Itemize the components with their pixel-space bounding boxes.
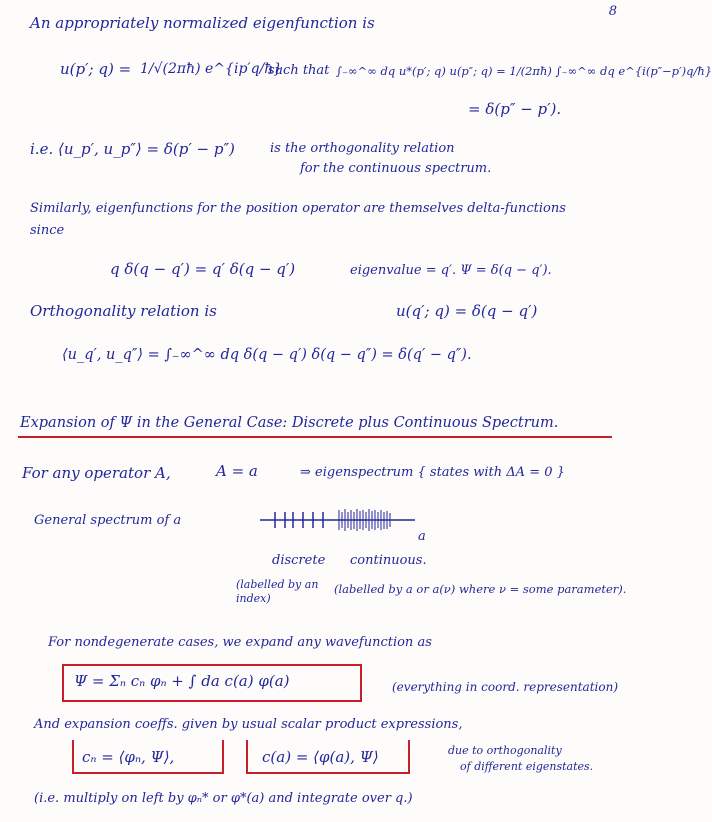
multiply-note: (i.e. multiply on left by φₙ* or φ*(a) and integrate over q.) bbox=[34, 791, 413, 806]
spectrum-axis-label: a bbox=[418, 529, 426, 544]
heading-underline bbox=[18, 436, 612, 438]
orthogonality-momentum: i.e. ⟨u_p′, u_p″⟩ = δ(p′ − p″) bbox=[30, 140, 235, 158]
expansion-note: (everything in coord. representation) bbox=[392, 680, 619, 694]
orthogonality-label: Orthogonality relation is bbox=[30, 302, 217, 320]
wavefunction-expansion: Ψ = Σₙ cₙ φₙ + ∫ da c(a) φ(a) bbox=[74, 672, 290, 690]
page-number: 8 bbox=[608, 4, 617, 19]
continuous-coefficient: c(a) = ⟨φ(a), Ψ⟩ bbox=[262, 748, 379, 766]
section-heading: Expansion of Ψ in the General Case: Discrete plus Continuous Spectrum. bbox=[20, 415, 559, 431]
position-eigen-equation: q δ(q − q′) = q′ δ(q − q′) bbox=[110, 260, 296, 278]
general-spectrum-label: General spectrum of a bbox=[34, 513, 182, 528]
continuous-note: (labelled by a or a(ν) where ν = some parameter). bbox=[334, 582, 627, 596]
discrete-note: (labelled by an index) bbox=[236, 578, 319, 605]
continuous-label: continuous. bbox=[350, 553, 427, 568]
orthogonality-note-2: of different eigenstates. bbox=[460, 760, 594, 773]
since-label: since bbox=[30, 223, 65, 238]
discrete-label: discrete bbox=[272, 553, 326, 568]
orthogonality-note: is the orthogonality relation bbox=[270, 141, 455, 156]
position-eigenvalue: eigenvalue = q′. Ψ = δ(q − q′). bbox=[350, 263, 552, 278]
delta-result: = δ(p″ − p′). bbox=[468, 100, 562, 118]
intro-line: An appropriately normalized eigenfunction is bbox=[30, 14, 375, 32]
eigenfunction-momentum-rhs: 1/√(2πħ) e^{ip′q/ħ} bbox=[140, 61, 283, 77]
position-eigenfunction: u(q′; q) = δ(q − q′) bbox=[396, 302, 538, 320]
position-operator-line: Similarly, eigenfunctions for the position operator are themselves delta-functions bbox=[30, 201, 566, 216]
orthogonality-position: ⟨u_q′, u_q″⟩ = ∫₋∞^∞ dq δ(q − q′) δ(q − q″) = δ(q′ − q″). bbox=[62, 347, 472, 363]
such-that-label: such that bbox=[268, 63, 330, 78]
orthogonality-note-1: due to orthogonality bbox=[448, 744, 562, 757]
coefficients-line: And expansion coeffs. given by usual scalar product expressions, bbox=[34, 717, 463, 732]
continuous-spectrum-note: for the continuous spectrum. bbox=[300, 161, 492, 176]
operator-line: For any operator A, bbox=[22, 464, 171, 482]
normalization-integral: ∫₋∞^∞ dq u*(p′; q) u(p″; q) = 1/(2πħ) ∫₋∞^∞ dq e^{i(p″−p′)q/ħ} bbox=[336, 64, 712, 78]
nondegenerate-line: For nondegenerate cases, we expand any wavefunction as bbox=[48, 635, 432, 650]
eigenspectrum-note: ⇒ eigenspectrum { states with ΔA = 0 } bbox=[300, 465, 565, 480]
discrete-coefficient: cₙ = ⟨φₙ, Ψ⟩, bbox=[82, 748, 175, 766]
eigenfunction-momentum: u(p′; q) = bbox=[60, 60, 132, 78]
operator-value: A = a bbox=[216, 462, 258, 480]
